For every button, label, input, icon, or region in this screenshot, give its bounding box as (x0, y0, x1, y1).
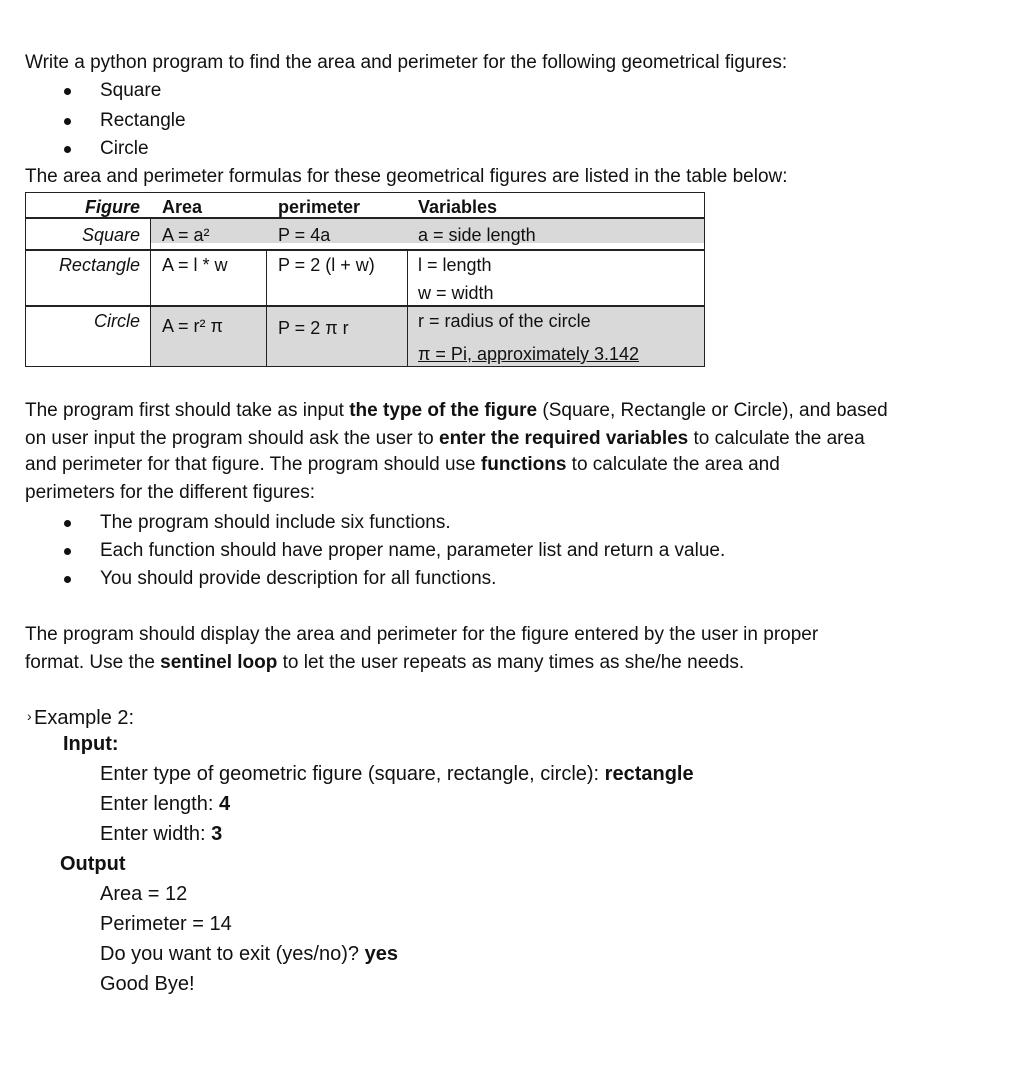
figure-list-item: Square (100, 80, 162, 101)
bold-text-run: the type of the figure (349, 400, 538, 421)
square-variable: a = side length (418, 225, 536, 245)
requirement-item: Each function should have proper name, parameter list and return a value. (100, 540, 726, 561)
paragraph-line: perimeters for the different figures: (25, 482, 316, 503)
header-figure: Figure (84, 197, 140, 217)
prompt-text: Do you want to exit (yes/no)? (100, 943, 365, 965)
bullet-icon (64, 576, 71, 583)
output-label: Output (60, 853, 126, 875)
paragraph-line (25, 453, 780, 477)
bold-text-run: functions (480, 454, 567, 475)
rectangle-area: A = l * w (162, 255, 228, 275)
paragraph-line: The program should display the area and perimeter for the figure entered by the user in proper (25, 624, 819, 645)
rectangle-variable-width: w = width (418, 283, 494, 303)
text-run: and perimeter for that figure. The program should use (25, 454, 481, 475)
bullet-icon (64, 548, 71, 555)
header-variables: Variables (418, 197, 498, 217)
requirement-item: You should provide description for all functions. (100, 568, 497, 589)
circle-area: A = r² π (162, 316, 223, 336)
text-run: to calculate the area (688, 428, 865, 449)
square-name: Square (81, 225, 140, 245)
text-run: to let the user repeats as many times as she/he needs. (277, 652, 745, 673)
circle-name: Circle (93, 311, 140, 331)
column-divider (150, 217, 151, 366)
prompt-text: Enter type of geometric figure (square, rectangle, circle): (100, 763, 605, 785)
paragraph-line (25, 399, 888, 423)
example-line (100, 942, 398, 966)
text-run: The program first should take as input (25, 400, 350, 421)
rectangle-name: Rectangle (58, 255, 140, 275)
output-perimeter: Perimeter = 14 (100, 913, 232, 935)
bold-text-run: sentinel loop (160, 652, 278, 673)
intro-heading: Write a python program to find the area and perimeter for the following geometrical figures: (25, 52, 788, 73)
output-area: Area = 12 (100, 883, 188, 905)
requirement-item: The program should include six functions. (100, 512, 451, 533)
text-run: to calculate the area and (566, 454, 780, 475)
output-goodbye: Good Bye! (100, 973, 195, 995)
circle-variable-pi: π = Pi, approximately 3.142 (418, 344, 640, 364)
column-divider (266, 249, 267, 366)
paragraph-line (25, 427, 865, 451)
user-answer: rectangle (604, 763, 694, 785)
paragraph-line (25, 651, 744, 675)
header-area: Area (162, 197, 203, 217)
figure-list-item: Circle (100, 138, 149, 159)
rectangle-variable-length: l = length (418, 255, 492, 275)
figure-list-item: Rectangle (100, 110, 186, 131)
circle-perimeter: P = 2 π r (278, 318, 349, 338)
example-line (100, 822, 222, 846)
user-answer: yes (364, 943, 398, 965)
bullet-icon (64, 88, 71, 95)
example-line (100, 792, 230, 816)
bullet-icon (64, 146, 71, 153)
circle-variable-radius: r = radius of the circle (418, 311, 591, 331)
column-divider (407, 249, 408, 366)
text-run: (Square, Rectangle or Circle), and based (537, 400, 888, 421)
row-divider (26, 249, 704, 251)
text-run: format. Use the (25, 652, 161, 673)
formula-table (25, 192, 705, 367)
collapse-arrow-icon[interactable]: › (27, 708, 32, 724)
square-perimeter: P = 4a (278, 225, 331, 245)
user-answer: 4 (218, 793, 231, 815)
row-divider (26, 305, 704, 307)
prompt-text: Enter width: (100, 823, 212, 845)
prompt-text: Enter length: (100, 793, 219, 815)
example-title: Example 2: (34, 707, 135, 729)
example-line (100, 762, 694, 786)
rectangle-perimeter: P = 2 (l + w) (278, 255, 375, 275)
text-run: on user input the program should ask the user to (25, 428, 440, 449)
bullet-icon (64, 520, 71, 527)
input-label: Input: (63, 733, 119, 755)
table-intro: The area and perimeter formulas for these geometrical figures are listed in the table below: (25, 166, 788, 187)
square-area: A = a² (162, 225, 210, 245)
user-answer: 3 (211, 823, 223, 845)
bullet-icon (64, 118, 71, 125)
header-perimeter: perimeter (278, 197, 361, 217)
bold-text-run: enter the required variables (439, 428, 689, 449)
